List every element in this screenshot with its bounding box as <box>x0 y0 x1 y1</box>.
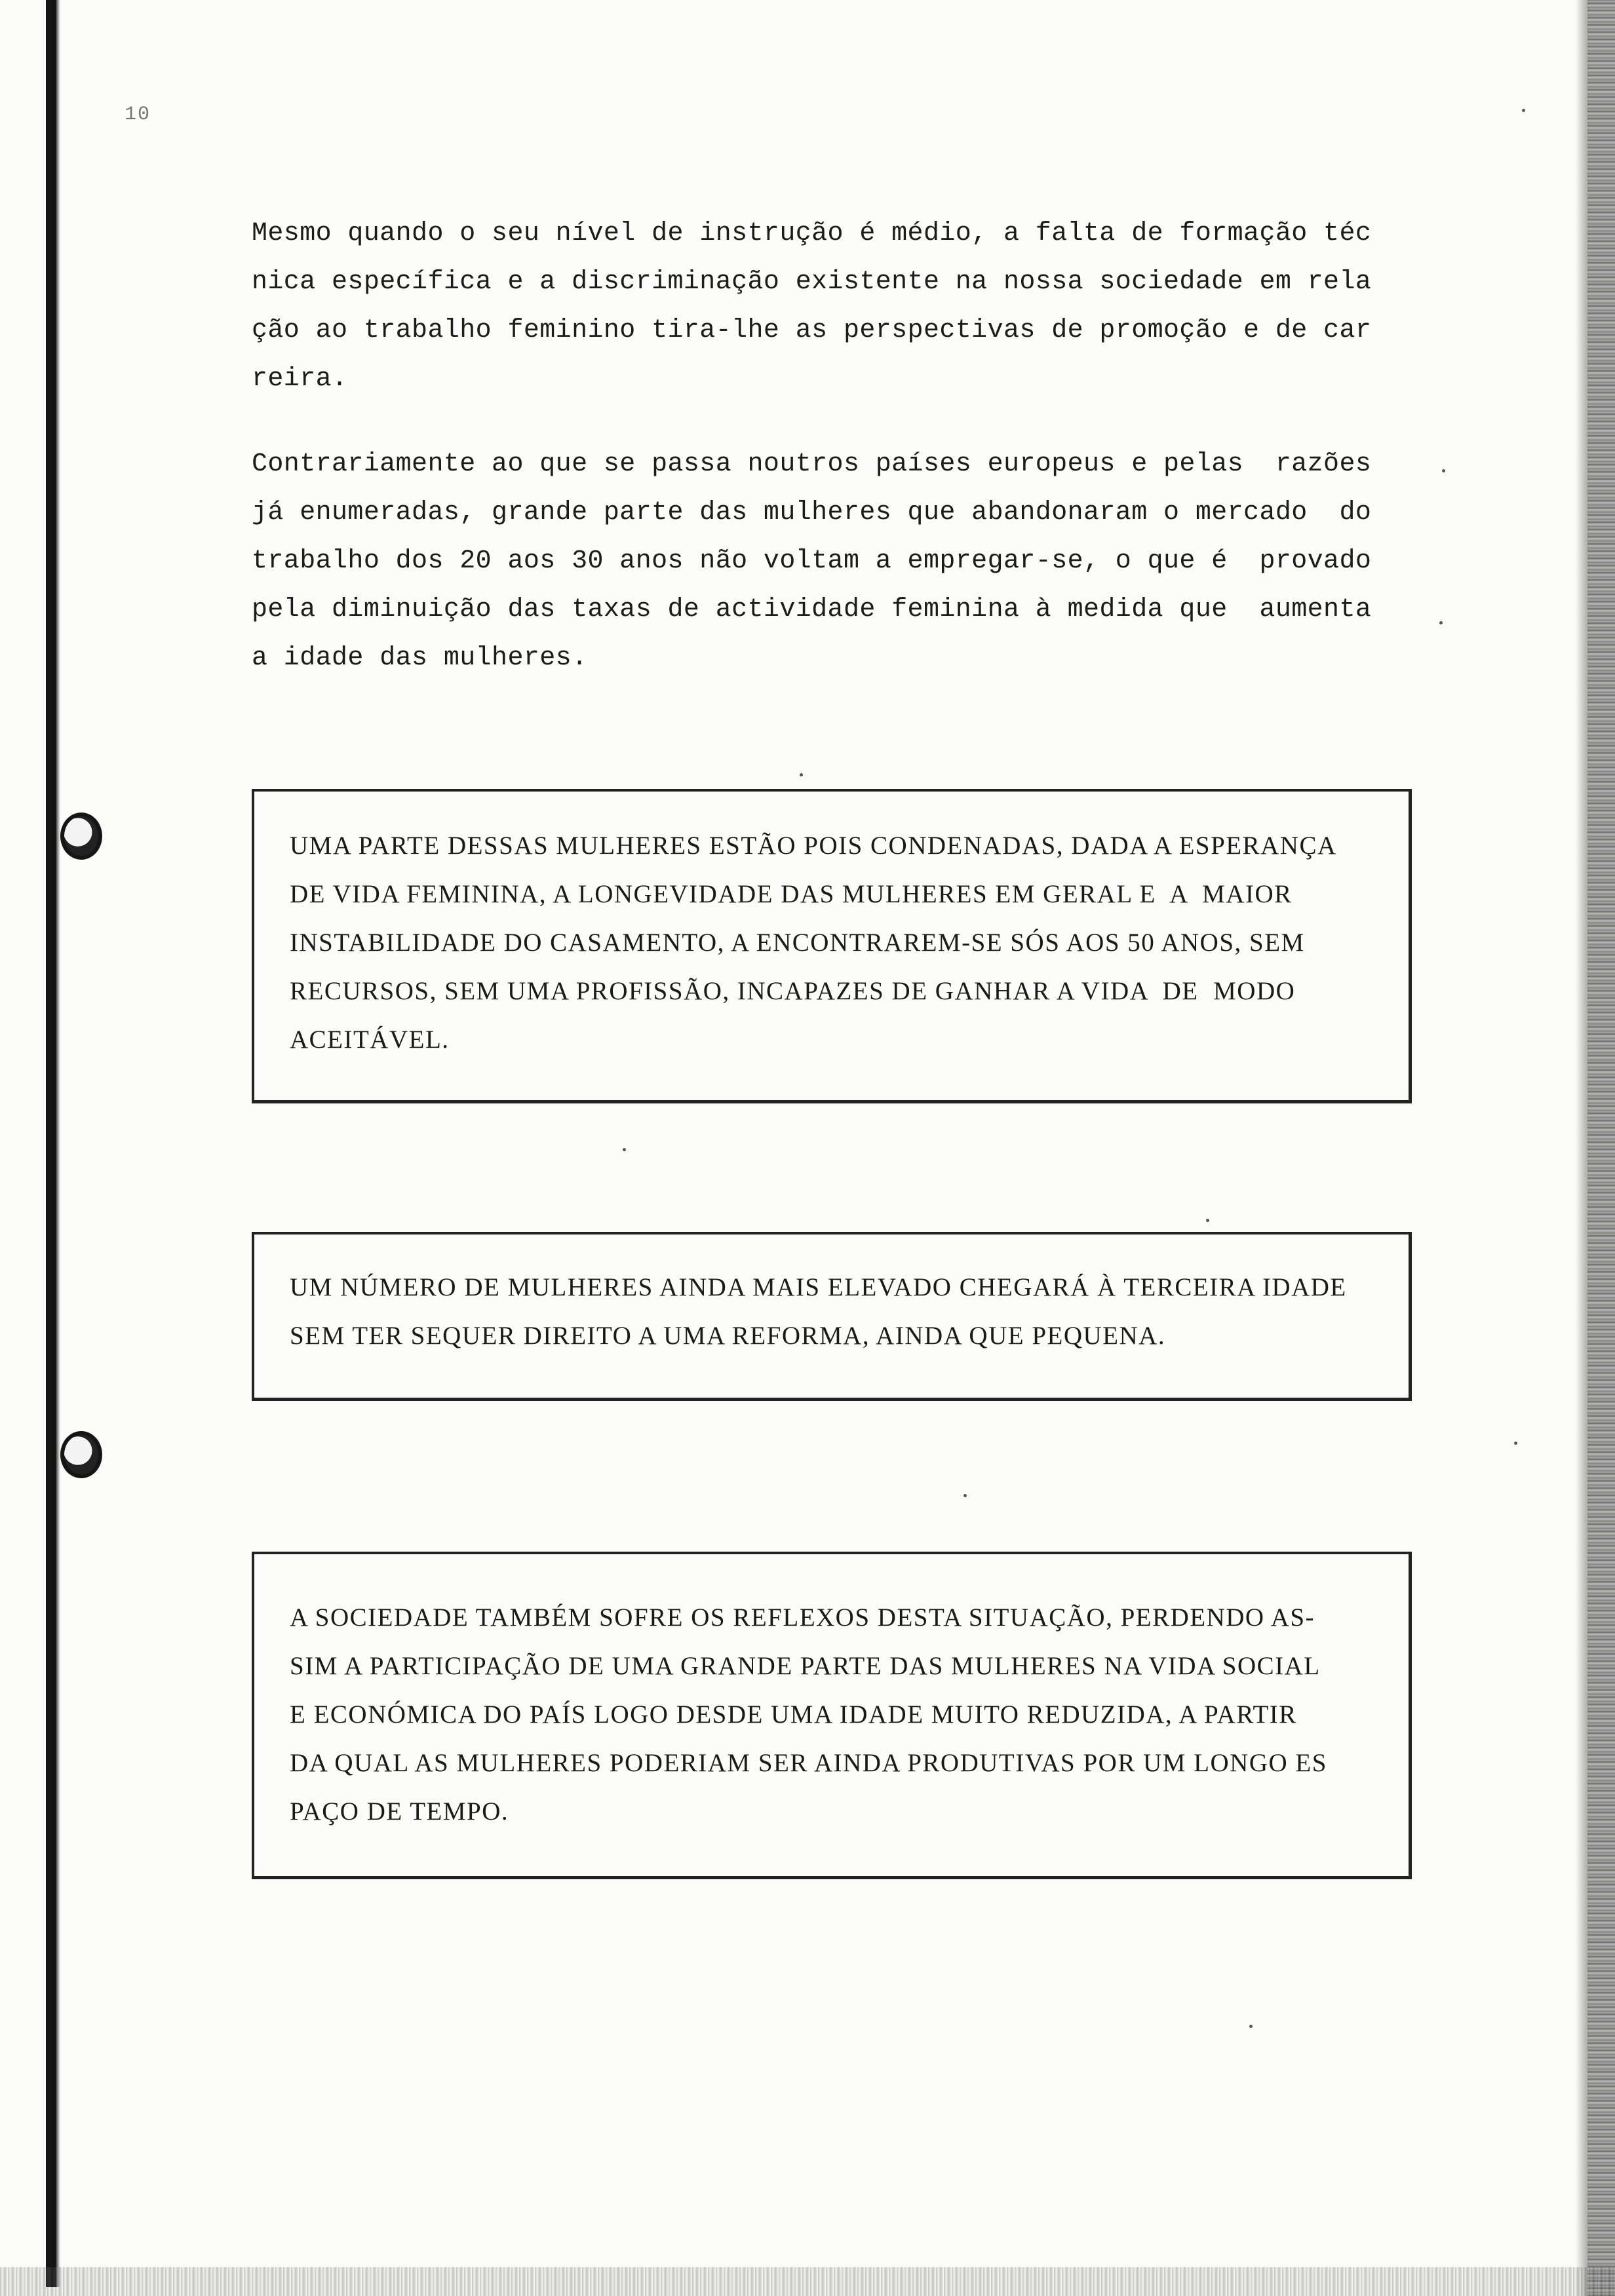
scan-speck <box>623 1148 626 1151</box>
scan-edge-right-shadow <box>1576 0 1587 2296</box>
boxed-statement-text: A SOCIEDADE TAMBÉM SOFRE OS REFLEXOS DESTA SITUAÇÃO, PERDENDO AS- SIM A PARTICIPAÇÃO DE UMA GRANDE PARTE DAS MULHERES NA VIDA SOCIAL E ECONÓMICA DO PAÍS LOGO DESDE UMA IDADE MUITO REDUZIDA, A PARTIR DA QUAL AS MULHERES PODERIAM SER AINDA PRODUTIVAS POR UM LONGO ES PAÇO DE TEMPO. <box>290 1603 1327 1826</box>
paragraph-instruction: Mesmo quando o seu nível de instrução é médio, a falta de formação téc nica específica e a discriminação existente na nossa sociedade em rela ção ao trabalho feminino tira-lhe as perspectivas de promoção e de car reira. <box>252 219 1372 394</box>
binding-edge <box>46 0 56 2287</box>
scan-speck <box>963 1494 967 1497</box>
scan-speck <box>1206 1219 1209 1222</box>
scan-edge-bottom <box>0 2267 1615 2296</box>
scan-speck <box>1442 469 1445 472</box>
paragraph-labour-market: Contrariamente ao que se passa noutros países europeus e pelas razões já enumeradas, grande parte das mulheres que abandonaram o mercado do trabalho dos 20 aos 30 anos não voltam a empregar-se, o que é provado pela diminuição das taxas de actividade feminina à medida que aumenta a idade das mulheres. <box>252 450 1372 673</box>
boxed-statement-text: UM NÚMERO DE MULHERES AINDA MAIS ELEVADO CHEGARÁ À TERCEIRA IDADE SEM TER SEQUER DIREITO A UMA REFORMA, AINDA QUE PEQUENA. <box>290 1273 1347 1350</box>
boxed-statement-text: UMA PARTE DESSAS MULHERES ESTÃO POIS CONDENADAS, DADA A ESPERANÇA DE VIDA FEMININA, A LONGEVIDADE DAS MULHERES EM GERAL E A MAIOR INSTABILIDADE DO CASAMENTO, A ENCONTRAREM-SE SÓS AOS 50 ANOS, SEM RECURSOS, SEM UMA PROFISSÃO, INCAPAZES DE GANHAR A VIDA DE MODO ACEITÁVEL. <box>290 832 1337 1054</box>
binding-edge-shadow <box>56 0 60 2287</box>
scan-speck <box>1439 621 1443 624</box>
boxed-statement-society <box>252 1552 1412 1879</box>
scan-speck <box>800 773 803 776</box>
boxed-statement-pension <box>252 1232 1412 1401</box>
scan-edge-right <box>1587 0 1615 2296</box>
scan-speck <box>1514 1442 1517 1445</box>
punch-hole-bottom <box>60 1431 102 1478</box>
page-number: 10 <box>125 104 151 126</box>
boxed-statement-condemned <box>252 789 1412 1103</box>
scan-speck <box>1522 109 1525 112</box>
punch-hole-top <box>60 813 102 860</box>
scan-speck <box>1249 2025 1253 2028</box>
